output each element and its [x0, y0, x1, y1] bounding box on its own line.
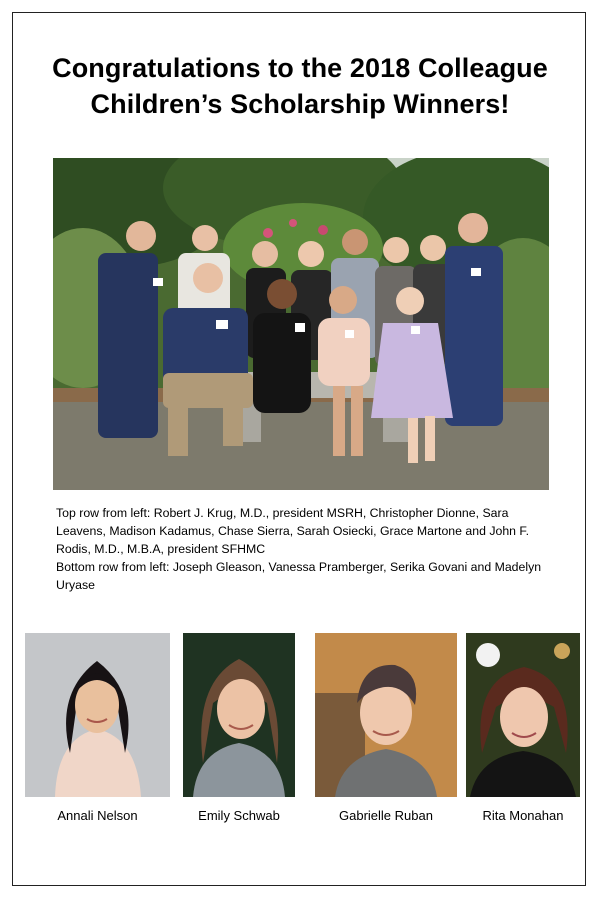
portrait-photo-icon	[466, 633, 580, 797]
portrait-photo-icon	[25, 633, 170, 797]
portrait-rita-monahan	[466, 633, 580, 797]
winner-name: Annali Nelson	[57, 808, 138, 823]
portrait-photo-icon	[315, 633, 457, 797]
portrait-emily-schwab	[183, 633, 295, 797]
portrait-photo-icon	[183, 633, 295, 797]
portrait-annali-nelson	[25, 633, 170, 797]
winner-name: Rita Monahan	[482, 808, 564, 823]
page-title	[0, 50, 600, 122]
group-photo	[53, 158, 549, 490]
title-line-1: Congratulations to the 2018 Colleague	[52, 53, 548, 83]
photo-caption	[56, 504, 556, 594]
winner-name: Gabrielle Ruban	[339, 808, 433, 823]
group-photo-illustration	[53, 158, 549, 490]
title-line-2: Children’s Scholarship Winners!	[90, 89, 510, 119]
caption-top-row: Top row from left: Robert J. Krug, M.D., president MSRH, Christopher Dionne, Sara Leavens, Madison Kadamus, Chase Sierra, Sarah Osiecki, Grace Martone and John F. Rodis, M.D., M.B.A, president SFHMC	[56, 506, 529, 556]
winner-name: Emily Schwab	[198, 808, 280, 823]
caption-bottom-row: Bottom row from left: Joseph Gleason, Vanessa Pramberger, Serika Govani and Madelyn Uryase	[56, 560, 542, 592]
portrait-gabrielle-ruban	[315, 633, 457, 797]
